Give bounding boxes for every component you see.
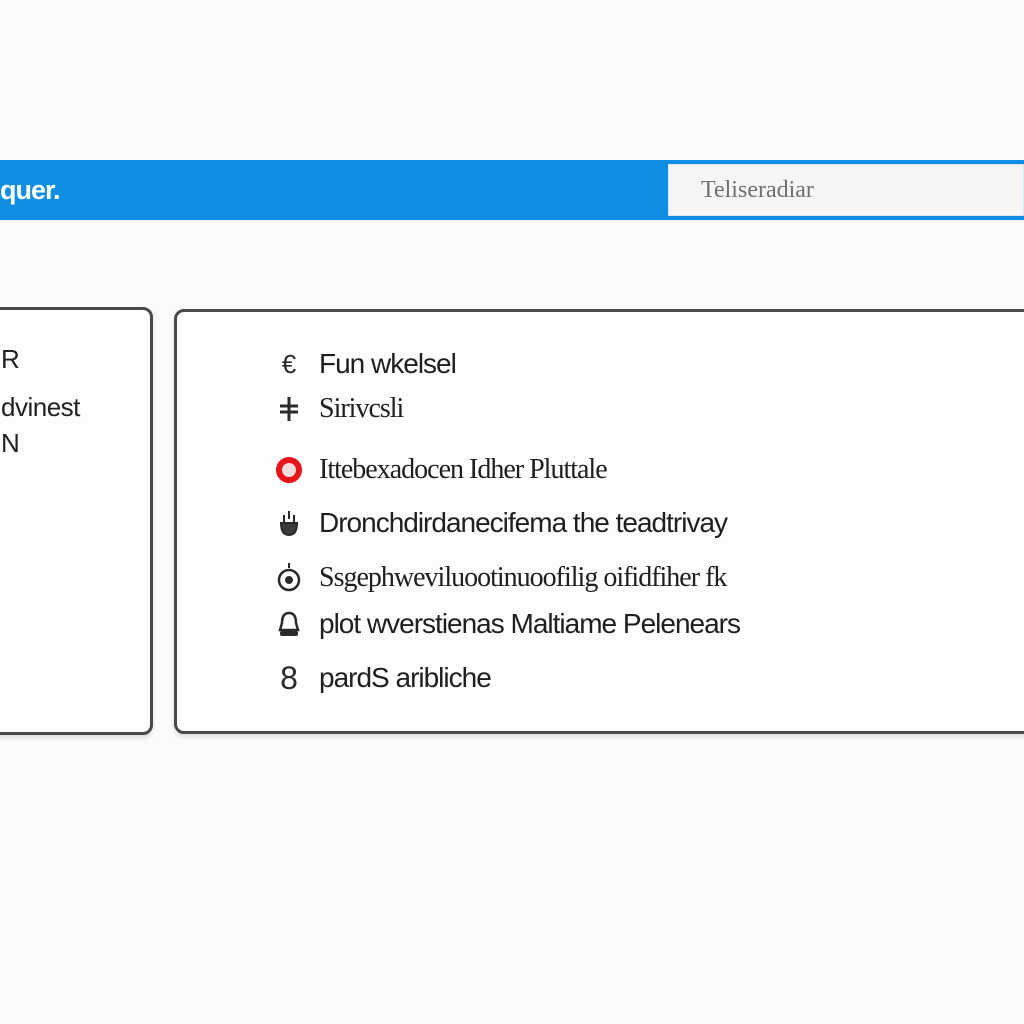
digit-icon: 8 [280, 659, 298, 696]
search-input[interactable] [668, 164, 1024, 216]
alert-ring-icon [271, 452, 307, 488]
list-item-label: pardS aribliche [319, 662, 491, 693]
list-item-dronch[interactable] [271, 503, 727, 543]
header-bar [0, 160, 1024, 220]
list-item-label: plot wverstienas Maltiame Pelenears [319, 608, 740, 639]
list-item-ssgeph[interactable] [271, 558, 726, 598]
list-item-alert[interactable] [271, 450, 607, 490]
list-item-label: Dronchdirdanecifema the teadtrivay [319, 507, 728, 538]
list-item-label: Ssgephweviluootinuoofilig oifidfiher fk [319, 562, 727, 593]
list-item-sirivcsli[interactable] [271, 389, 403, 429]
hand-icon [271, 505, 307, 541]
bell-icon [271, 606, 307, 642]
list-item-label: Fun wkelsel [319, 348, 456, 379]
left-panel-line: dvinest [1, 392, 80, 422]
pitchfork-icon [271, 391, 307, 427]
list-item-plot[interactable] [271, 604, 740, 644]
list-item-label: Sirivcsli [319, 393, 404, 424]
list-item-pards[interactable] [271, 658, 491, 698]
app-title: quer. [0, 175, 60, 205]
left-panel-line: N [1, 428, 20, 458]
list-item-label: Ittebexadocen Idher Pluttale [319, 454, 607, 485]
left-panel-line: R [1, 344, 20, 374]
euro-icon: € [281, 348, 297, 379]
list-item-fun[interactable] [271, 344, 456, 384]
right-panel [174, 309, 1024, 734]
target-icon [271, 560, 307, 596]
left-panel [0, 307, 153, 735]
